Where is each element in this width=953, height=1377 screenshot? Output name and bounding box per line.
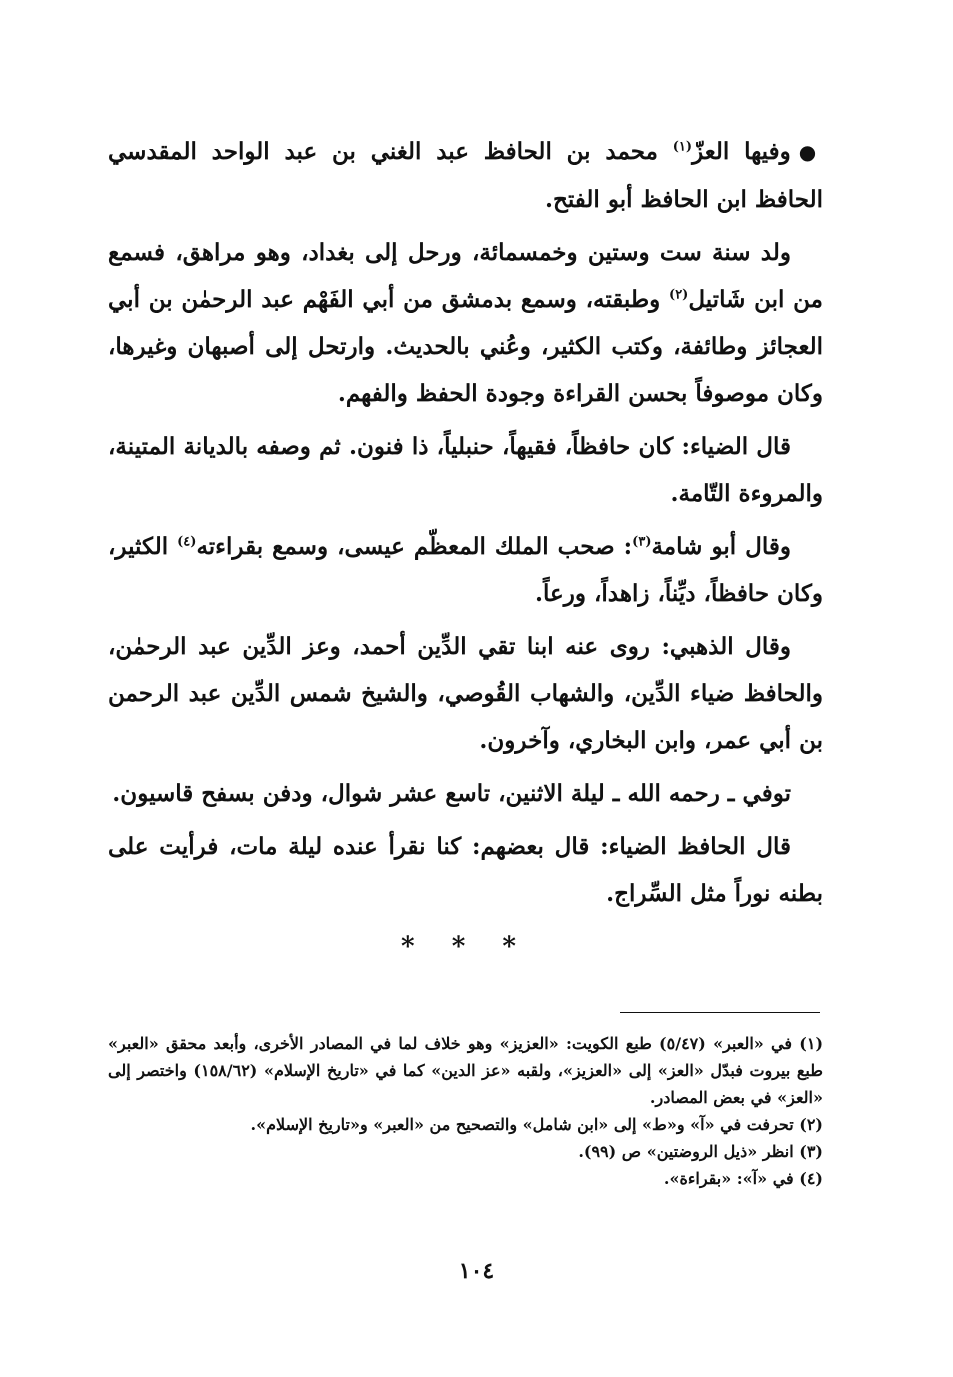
section-separator: * * * [401,932,530,962]
paragraph-4-text-b: : صحب الملك المعظّم عيسى، وسمع بقراءته [196,533,633,560]
footnotes [108,1030,823,1192]
footnote-divider [620,1012,820,1013]
bullet-icon: ● [798,140,824,164]
footnote-ref-4[interactable]: (٤) [177,534,197,550]
paragraph-1-text-b: محمد بن الحافظ عبد الغني بن عبد الواحد المقدسي الحافظ ابن الحافظ أبو الفتح. [108,138,823,213]
footnote-2: (٢) تحرفت في «آ» و«ط» إلى «ابن شامل» والتصحيح من «العبر» و«تاريخ الإسلام». [250,1115,823,1134]
footnote-3: (٣) انظر «ذيل الروضتين» ص (٩٩). [578,1142,823,1161]
footnote-ref-3[interactable]: (٣) [632,534,652,550]
paragraph-6: توفي ـ رحمه الله ـ ليلة الاثنين، تاسع عشر شوال، ودفن بسفح قاسيون. [112,780,791,807]
footnote-4: (٤) في «آ»: «بقراءة». [663,1169,823,1188]
paragraph-2-text-a: ولد سنة ست وستين وخمسمائة، ورحل إلى بغداد، وهو مراهق، فسمع من ابن شَاتيل [108,239,823,313]
paragraph-1 [108,128,823,223]
paragraph-7: قال الحافظ الضياء: قال بعضهم: كنا نقرأ عنده ليلة مات، فرأيت على بطنه نوراً مثل السِّراج. [108,833,823,907]
paragraph-4-text-a: وقال أبو شامة [651,533,791,560]
paragraph-1-text-a: وفيها العزّ [692,138,791,165]
paragraph-4 [108,523,823,617]
paragraph-5: وقال الذهبي: روى عنه ابنا تقي الدِّين أحمد، وعز الدِّين عبد الرحمٰن، والحافظ ضياء الدِّين، والشهاب القُوصي، والشيخ شمس الدِّين عبد الرحمن بن أبي عمر، وابن البخاري، وآخرون. [108,633,823,754]
footnote-1: (١) في «العبر» (٥/٤٧) طبع الكويت: «العزيز» وهو خلاف لما في المصادر الأخرى، وأبعد محقق «العبر» طبع بيروت فبدّل «العز» إلى «العزيز»، ولقبه «عز الدين» كما في «تاريخ الإسلام» (١٥٨/٦٢) واختصر إلى «العز» في بعض المصادر. [108,1034,824,1107]
footnote-ref-1[interactable]: (١) [672,139,693,155]
paragraph-4-text-c: الكثير، وكان حافظاً، ديِّناً، زاهداً، ورعاً. [108,533,823,607]
main-text [108,128,823,967]
paragraph-3: قال الضياء: كان حافظاً، فقيهاً، حنبلياً، ذا فنون. ثم وصفه بالديانة المتينة، والمروءة التّامة. [108,433,823,507]
paragraph-2-text-b: وطبقته، وسمع بدمشق من أبي الفَهْم عبد الرحمٰن بن أبي العجائز وطائفة، وكتب الكثير، وعُني بالحديث. وارتحل إلى أصبهان وغيرها، وكان موصوفاً بحسن القراءة وجودة الحفظ والفهم. [108,286,823,407]
page-number: ١٠٤ [458,1258,495,1284]
footnote-ref-2[interactable]: (٢) [669,287,689,303]
paragraph-2 [108,229,823,417]
